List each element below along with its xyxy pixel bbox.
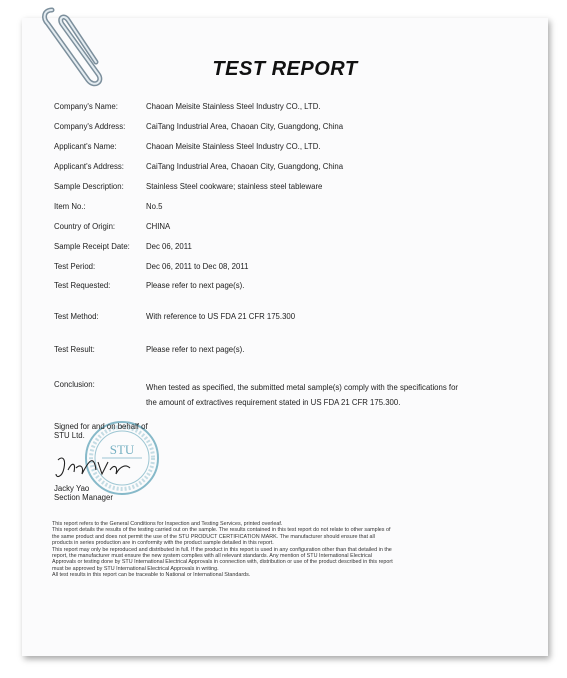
field-value: Stainless Steel cookware; stainless steel tableware — [146, 182, 323, 191]
footer-line: This report refers to the General Conditions for Inspection and Testing Services, printed overleaf. — [52, 521, 283, 527]
footer-line: the same product and does not permit the use of the STU PRODUCT CERTIFICATION MARK. The manufacturer should ensure that all — [52, 533, 375, 540]
conclusion-text — [146, 380, 514, 410]
field-value: With reference to US FDA 21 CFR 175.300 — [146, 312, 296, 321]
report-title: TEST REPORT — [212, 58, 358, 80]
field-label: Country of Origin: — [54, 222, 116, 231]
footer-line: report, the manufacturer must ensure the new system complies with all relevant standards. Any mention of STU International Electrical — [52, 553, 372, 560]
field-test-result — [54, 345, 244, 354]
footer-line: All test results in this report can be traceable to National or International Standards. — [52, 572, 251, 579]
field-country-of-origin — [54, 222, 170, 231]
field-label: Sample Description: — [54, 182, 124, 191]
field-label: Test Method: — [54, 312, 99, 321]
stamp-text: STU — [109, 442, 135, 457]
field-value: CaiTang Industrial Area, Chaoan City, Guangdong, China — [146, 162, 344, 171]
field-applicant-name — [54, 142, 321, 151]
field-value: Please refer to next page(s). — [146, 281, 245, 290]
signer-name: Jacky Yao — [54, 484, 90, 493]
signed-line: Signed for and on behalf of — [54, 422, 148, 431]
field-label: Sample Receipt Date: — [54, 242, 130, 251]
field-test-method — [54, 312, 295, 321]
footer-line: products in series production are in conformity with the product sample detailed in this report. — [52, 540, 274, 547]
field-label: Test Period: — [54, 262, 96, 271]
field-sample-description — [54, 182, 322, 191]
field-label: Test Requested: — [54, 281, 111, 290]
field-sample-receipt-date — [54, 242, 192, 251]
field-label: Item No.: — [54, 202, 86, 211]
footer-line: must be approved by STU International Electrical Approvals in writing. — [52, 565, 219, 572]
handwritten-signature — [50, 448, 140, 484]
field-value: No.5 — [146, 202, 163, 211]
field-label: Company's Name: — [54, 102, 118, 111]
field-test-requested — [54, 281, 244, 290]
field-value: Please refer to next page(s). — [146, 345, 245, 354]
field-company-address — [54, 122, 343, 131]
field-label: Applicant's Name: — [54, 142, 117, 151]
signer-role: Section Manager — [54, 493, 113, 502]
conclusion-line: the amount of extractives requirement stated in US FDA 21 CFR 175.300. — [146, 398, 401, 407]
field-value: Chaoan Meisite Stainless Steel Industry CO., LTD. — [146, 142, 321, 151]
field-applicant-address — [54, 162, 343, 171]
footer-line: This report details the results of the testing carried out on the sample. The results contained in this test report do not relate to other samples of — [52, 527, 391, 534]
field-label: Company's Address: — [54, 122, 126, 131]
field-value: CaiTang Industrial Area, Chaoan City, Guangdong, China — [146, 122, 344, 131]
signed-company: STU Ltd. — [54, 431, 85, 440]
conclusion-label: Conclusion: — [54, 380, 95, 389]
field-value: Chaoan Meisite Stainless Steel Industry CO., LTD. — [146, 102, 321, 111]
field-test-period — [54, 262, 248, 271]
field-item-no — [54, 202, 162, 211]
signer-block — [54, 484, 113, 502]
signed-on-behalf — [54, 422, 148, 440]
conclusion-line: When tested as specified, the submitted metal sample(s) comply with the specifications for — [146, 383, 459, 392]
field-value: Dec 06, 2011 — [146, 242, 192, 251]
footer-line: This report may only be reproduced and distributed in full. If the product in this report is used in any configuration other than that detailed in the — [52, 546, 392, 553]
field-label: Applicant's Address: — [54, 162, 124, 171]
field-label: Test Result: — [54, 345, 95, 354]
footer-disclaimer — [52, 521, 522, 579]
field-value: CHINA — [146, 222, 171, 231]
field-value: Dec 06, 2011 to Dec 08, 2011 — [146, 262, 249, 271]
field-company-name — [54, 102, 321, 111]
report-page — [22, 18, 548, 656]
footer-line: Approvals or testing done by STU International Electrical Approvals in connection with, distribution or use of the product described in this report — [52, 559, 393, 566]
paperclip-icon — [38, 2, 108, 97]
